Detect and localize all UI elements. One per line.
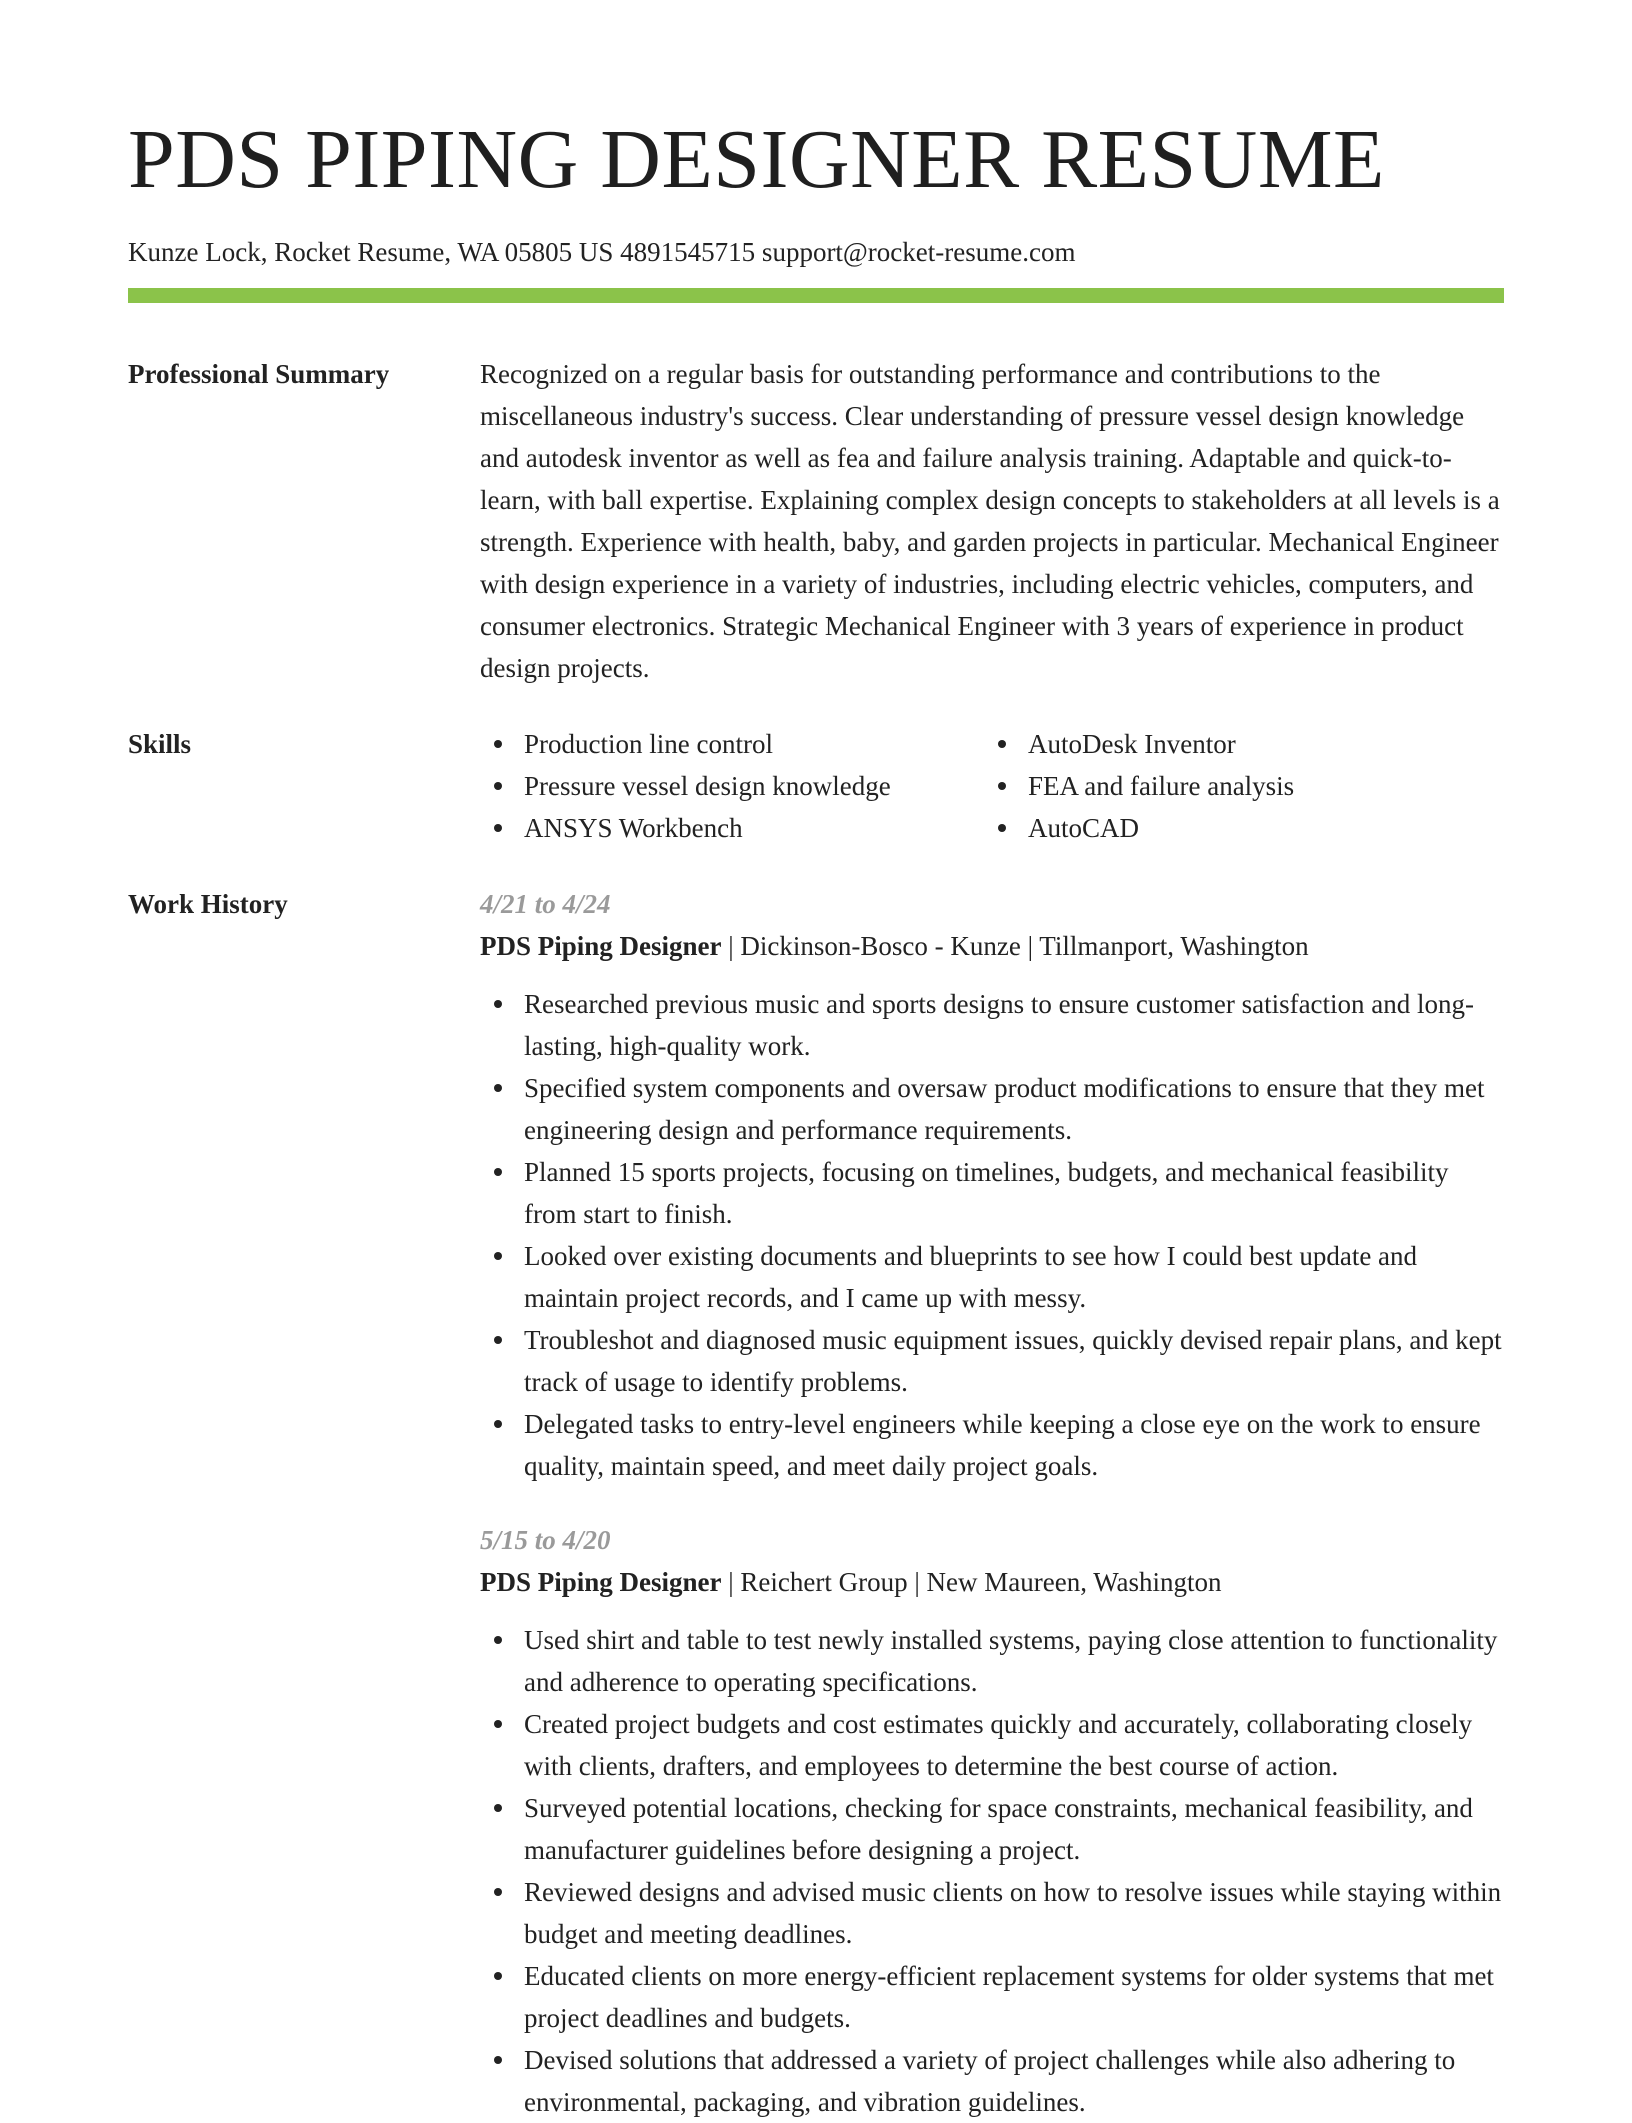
summary-heading: Professional Summary <box>128 359 390 390</box>
skill-item: FEA and failure analysis <box>984 765 1488 807</box>
skills-section <box>128 723 1504 849</box>
skill-item: AutoCAD <box>984 807 1488 849</box>
work-history-heading: Work History <box>128 889 288 920</box>
skill-item: ANSYS Workbench <box>480 807 984 849</box>
accent-divider <box>128 288 1504 303</box>
job-bullet: Troubleshot and diagnosed music equipment issues, quickly devised repair plans, and kept track of usage to identify problems. <box>480 1319 1504 1403</box>
skill-item: Production line control <box>480 723 984 765</box>
job-entry <box>480 883 1504 1487</box>
contact-line: Kunze Lock, Rocket Resume, WA 05805 US 4891545715 support@rocket-resume.com <box>128 237 1076 267</box>
job-title: PDS Piping Designer <box>480 1567 722 1598</box>
job-dates: 5/15 to 4/20 <box>480 1525 611 1556</box>
skill-item: Pressure vessel design knowledge <box>480 765 984 807</box>
job-bullet: Devised solutions that addressed a variety of project challenges while also adhering to environmental, packaging, and vibration guidelines. <box>480 2039 1504 2123</box>
job-dates: 4/21 to 4/24 <box>480 889 611 920</box>
skills-column-right <box>984 723 1488 849</box>
job-bullets <box>480 983 1504 1487</box>
job-bullet: Delegated tasks to entry-level engineers while keeping a close eye on the work to ensure quality, maintain speed, and meet daily project goals. <box>480 1403 1504 1487</box>
job-bullet: Specified system components and oversaw product modifications to ensure that they met engineering design and performance requirements. <box>480 1067 1504 1151</box>
work-history-section <box>128 883 1504 2123</box>
job-bullet: Educated clients on more energy-efficient replacement systems for older systems that met project deadlines and budgets. <box>480 1955 1504 2039</box>
job-bullet: Researched previous music and sports designs to ensure customer satisfaction and long-lasting, high-quality work. <box>480 983 1504 1067</box>
job-bullet: Looked over existing documents and blueprints to see how I could best update and maintain project records, and I came up with messy. <box>480 1235 1504 1319</box>
job-details: | Dickinson-Bosco - Kunze | Tillmanport, Washington <box>721 931 1309 962</box>
job-bullet: Planned 15 sports projects, focusing on timelines, budgets, and mechanical feasibility from start to finish. <box>480 1151 1504 1235</box>
resume-title: PDS PIPING DESIGNER RESUME <box>128 113 1385 206</box>
job-header <box>480 925 1504 967</box>
resume-page <box>128 113 1504 2123</box>
job-bullets <box>480 1619 1504 2123</box>
job-entry <box>480 1519 1504 2123</box>
job-bullet: Created project budgets and cost estimates quickly and accurately, collaborating closely with clients, drafters, and employees to determine the best course of action. <box>480 1703 1504 1787</box>
skills-column-left <box>480 723 984 849</box>
job-details: | Reichert Group | New Maureen, Washington <box>721 1567 1222 1598</box>
job-bullet: Reviewed designs and advised music clients on how to resolve issues while staying within budget and meeting deadlines. <box>480 1871 1504 1955</box>
job-title: PDS Piping Designer <box>480 931 722 962</box>
job-bullet: Used shirt and table to test newly installed systems, paying close attention to functionality and adherence to operating specifications. <box>480 1619 1504 1703</box>
skills-grid <box>480 723 1504 849</box>
summary-text: Recognized on a regular basis for outstanding performance and contributions to the miscellaneous industry's success. Clear understanding of pressure vessel design knowledge and autodesk inventor as well as fea and failure analysis training. Adaptable and quick-to-learn, with ball expertise. Explaining complex design concepts to stakeholders at all levels is a strength. Experience with health, baby, and garden projects in particular. Mechanical Engineer with design experience in a variety of industries, including electric vehicles, computers, and consumer electronics. Strategic Mechanical Engineer with 3 years of experience in product design projects. <box>480 359 1500 684</box>
skill-item: AutoDesk Inventor <box>984 723 1488 765</box>
summary-section <box>128 353 1504 689</box>
skills-heading: Skills <box>128 729 192 760</box>
job-bullet: Surveyed potential locations, checking for space constraints, mechanical feasibility, and manufacturer guidelines before designing a project. <box>480 1787 1504 1871</box>
job-header <box>480 1561 1504 1603</box>
